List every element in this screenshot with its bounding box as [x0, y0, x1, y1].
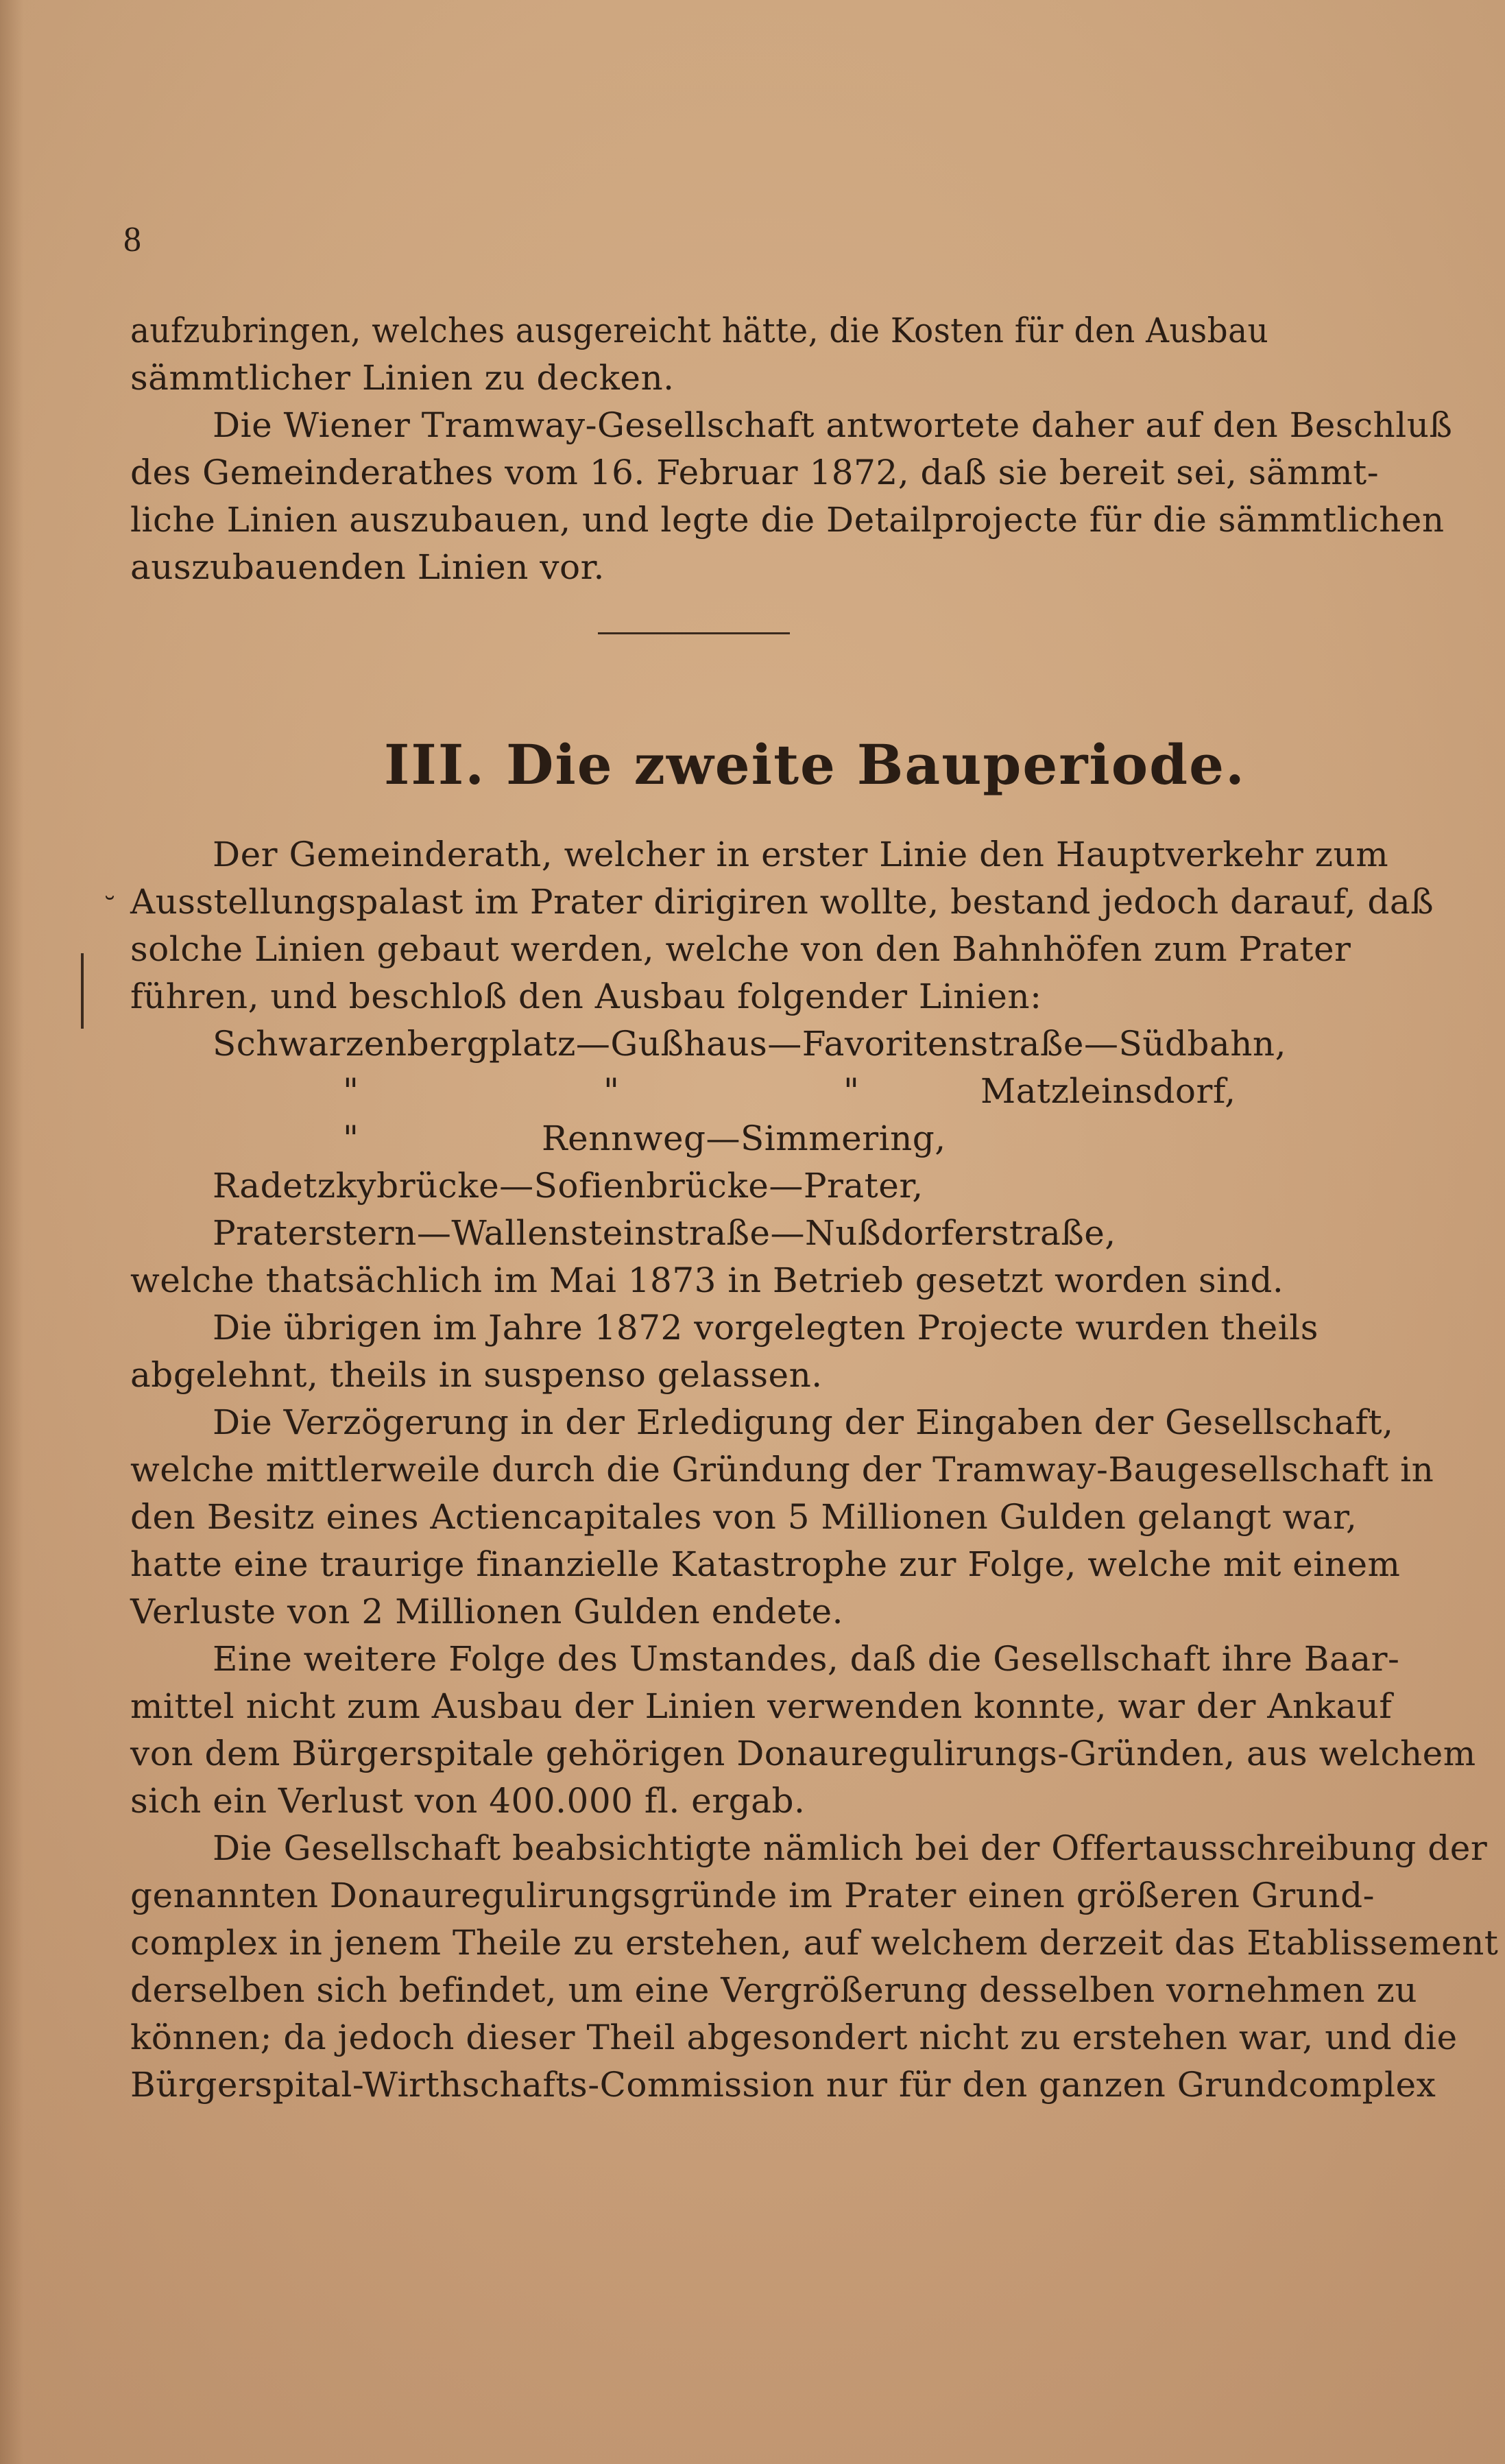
text-line: aufzubringen, welches ausgereicht hätte, die Kosten für den Ausbau	[130, 311, 1269, 350]
body-text-top	[130, 307, 1453, 591]
text-line: Die übrigen im Jahre 1872 vorgelegten Projecte wurden theils	[213, 1308, 1319, 1348]
text-line: mittel nicht zum Ausbau der Linien verwenden konnte, war der Ankauf	[130, 1686, 1393, 1726]
text-line: genannten Donauregulirungsgründe im Prater einen größeren Grund-	[130, 1876, 1375, 1915]
route-line-ditto	[130, 1115, 1268, 1162]
section-heading: III. Die zweite Bauperiode.	[384, 732, 1246, 797]
text-line: Die Wiener Tramway-Gesellschaft antwortete daher auf den Beschluß	[213, 405, 1453, 445]
text-line: liche Linien auszubauen, und legte die Detailprojecte für die sämmtlichen	[130, 500, 1445, 540]
ditto-mark: "	[603, 1071, 620, 1111]
page-edge-shadow	[0, 0, 23, 2464]
text-line: auszubauenden Linien vor.	[130, 547, 605, 587]
body-text-main	[130, 831, 1499, 2109]
text-line: Ausstellungspalast im Prater dirigiren wollte, bestand jedoch darauf, daß	[130, 882, 1434, 922]
route-end: Matzleinsdorf,	[980, 1071, 1236, 1111]
text-line: Die Verzögerung in der Erledigung der Eingaben der Gesellschaft,	[213, 1402, 1394, 1442]
route-line: Praterstern—Wallensteinstraße—Nußdorferstraße,	[213, 1213, 1116, 1253]
text-line: Eine weitere Folge des Umstandes, daß die Gesellschaft ihre Baar-	[213, 1639, 1400, 1679]
text-line: Verluste von 2 Millionen Gulden endete.	[130, 1592, 844, 1631]
route-line: Radetzkybrücke—Sofienbrücke—Prater,	[213, 1166, 924, 1206]
text-line: sich ein Verlust von 400.000 fl. ergab.	[130, 1781, 806, 1821]
text-line: derselben sich befindet, um eine Vergrößerung desselben vornehmen zu	[130, 1970, 1418, 2010]
margin-mark-line	[81, 953, 84, 1029]
text-line: Der Gemeinderath, welcher in erster Linie den Hauptverkehr zum	[213, 835, 1389, 874]
text-line: solche Linien gebaut werden, welche von den Bahnhöfen zum Prater	[130, 929, 1351, 969]
route-line-ditto	[130, 1068, 1268, 1115]
margin-mark-tick: ˘	[103, 893, 117, 924]
text-line: Bürgerspital-Wirthschafts-Commission nur für den ganzen Grundcomplex	[130, 2065, 1436, 2105]
route-line: Schwarzenbergplatz—Gußhaus—Favoritenstraße—Südbahn,	[213, 1024, 1287, 1064]
page-number: 8	[123, 220, 141, 259]
text-line: sämmtlicher Linien zu decken.	[130, 358, 675, 398]
text-line: führen, und beschloß den Ausbau folgender Linien:	[130, 977, 1042, 1016]
text-line: welche thatsächlich im Mai 1873 in Betrieb gesetzt worden sind.	[130, 1260, 1284, 1300]
text-line: von dem Bürgerspitale gehörigen Donauregulirungs-Gründen, aus welchem	[130, 1734, 1476, 1773]
text-line: welche mittlerweile durch die Gründung der Tramway-Baugesellschaft in	[130, 1450, 1434, 1490]
ditto-mark: "	[343, 1119, 359, 1158]
section-divider	[598, 632, 790, 634]
text-line: complex in jenem Theile zu erstehen, auf welchem derzeit das Etablissement	[130, 1923, 1499, 1963]
text-line: den Besitz eines Actiencapitales von 5 Millionen Gulden gelangt war,	[130, 1497, 1358, 1537]
ditto-mark: "	[843, 1071, 860, 1111]
text-line: abgelehnt, theils in suspenso gelassen.	[130, 1355, 823, 1395]
text-line: hatte eine traurige finanzielle Katastrophe zur Folge, welche mit einem	[130, 1544, 1401, 1584]
text-line: des Gemeinderathes vom 16. Februar 1872, daß sie bereit sei, sämmt-	[130, 453, 1380, 492]
text-line: Die Gesellschaft beabsichtigte nämlich bei der Offertausschreibung der	[213, 1828, 1488, 1868]
ditto-mark: "	[343, 1071, 359, 1111]
text-line: können; da jedoch dieser Theil abgesondert nicht zu erstehen war, und die	[130, 2018, 1458, 2057]
route-end: Rennweg—Simmering,	[542, 1119, 946, 1158]
